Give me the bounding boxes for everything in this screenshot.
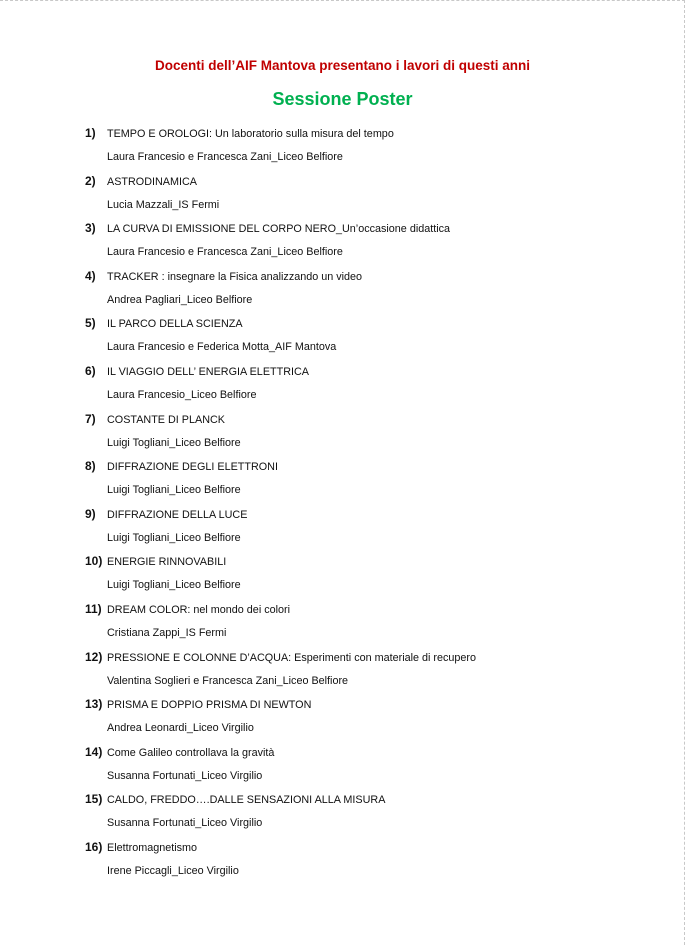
poster-authors: Valentina Soglieri e Francesca Zani_Liceo Belfiore	[107, 674, 349, 687]
item-number: 9)	[85, 506, 96, 521]
poster-title: IL PARCO DELLA SCIENZA	[107, 318, 243, 331]
item-number: 10)	[85, 554, 103, 569]
page-top-border	[0, 0, 685, 1]
poster-authors: Andrea Pagliari_Liceo Belfiore	[107, 293, 253, 306]
item-number: 15)	[85, 792, 103, 807]
poster-authors: Lucia Mazzali_IS Fermi	[107, 198, 220, 211]
poster-authors: Laura Francesio e Francesca Zani_Liceo Belfiore	[107, 151, 343, 163]
poster-authors: Susanna Fortunati_Liceo Virgilio	[107, 769, 263, 782]
item-number: 14)	[85, 744, 103, 759]
item-number: 12)	[85, 649, 103, 664]
item-number: 4)	[85, 268, 96, 283]
item-number: 7)	[85, 411, 96, 426]
poster-authors: Irene Piccagli_Liceo Virgilio	[107, 864, 239, 877]
list-item	[85, 600, 645, 648]
list-item	[85, 267, 645, 315]
poster-title: CALDO, FREDDO….DALLE SENSAZIONI ALLA MISURA	[107, 794, 386, 807]
poster-title: DIFFRAZIONE DELLA LUCE	[107, 508, 248, 521]
poster-title: PRISMA E DOPPIO PRISMA DI NEWTON	[107, 699, 312, 712]
poster-title: Come Galileo controllava la gravità	[107, 746, 275, 759]
poster-authors: Cristiana Zappi_IS Fermi	[107, 626, 227, 639]
list-item	[85, 743, 645, 791]
list-item	[85, 124, 645, 172]
item-number: 2)	[85, 173, 96, 188]
list-item	[85, 648, 645, 696]
list-item	[85, 172, 645, 220]
poster-authors: Laura Francesio e Federica Motta_AIF Mantova	[107, 341, 337, 354]
poster-title: DIFFRAZIONE DEGLI ELETTRONI	[107, 461, 278, 474]
list-item	[85, 410, 645, 458]
poster-title: PRESSIONE E COLONNE D’ACQUA: Esperimenti con materiale di recupero	[107, 651, 477, 664]
list-item	[85, 790, 645, 838]
list-item	[85, 552, 645, 600]
list-item	[85, 838, 645, 886]
list-item	[85, 505, 645, 553]
poster-title: COSTANTE DI PLANCK	[107, 413, 225, 426]
poster-authors: Luigi Togliani_Liceo Belfiore	[107, 579, 241, 592]
item-number: 13)	[85, 697, 103, 712]
item-number: 3)	[85, 221, 96, 236]
item-number: 8)	[85, 459, 96, 474]
poster-title: TRACKER : insegnare la Fisica analizzando un video	[107, 270, 363, 283]
poster-authors: Luigi Togliani_Liceo Belfiore	[107, 484, 241, 497]
poster-title: ENERGIE RINNOVABILI	[107, 556, 227, 569]
poster-title: DREAM COLOR: nel mondo dei colori	[107, 603, 291, 616]
session-title: Sessione Poster	[272, 89, 413, 109]
poster-authors: Andrea Leonardi_Liceo Virgilio	[107, 722, 254, 735]
poster-title: IL VIAGGIO DELL’ ENERGIA ELETTRICA	[107, 365, 310, 378]
poster-title: ASTRODINAMICA	[107, 175, 197, 188]
item-number: 6)	[85, 363, 96, 378]
poster-authors: Luigi Togliani_Liceo Belfiore	[107, 531, 241, 544]
poster-title: LA CURVA DI EMISSIONE DEL CORPO NERO_Un’occasione didattica	[107, 223, 451, 236]
poster-title: Elettromagnetismo	[107, 841, 198, 854]
item-number: 1)	[85, 126, 96, 140]
list-item	[85, 219, 645, 267]
poster-authors: Susanna Fortunati_Liceo Virgilio	[107, 817, 263, 830]
poster-authors: Laura Francesio e Francesca Zani_Liceo Belfiore	[107, 246, 343, 259]
item-number: 5)	[85, 316, 96, 331]
list-item	[85, 362, 645, 410]
poster-title: TEMPO E OROLOGI: Un laboratorio sulla misura del tempo	[107, 128, 394, 140]
document-heading: Docenti dell’AIF Mantova presentano i lavori di questi anni	[154, 58, 531, 73]
poster-list	[85, 124, 645, 886]
list-item	[85, 695, 645, 743]
item-number: 11)	[85, 601, 102, 616]
poster-authors: Laura Francesio_Liceo Belfiore	[107, 388, 257, 401]
list-item	[85, 457, 645, 505]
item-number: 16)	[85, 839, 103, 854]
poster-authors: Luigi Togliani_Liceo Belfiore	[107, 436, 241, 449]
list-item	[85, 314, 645, 362]
